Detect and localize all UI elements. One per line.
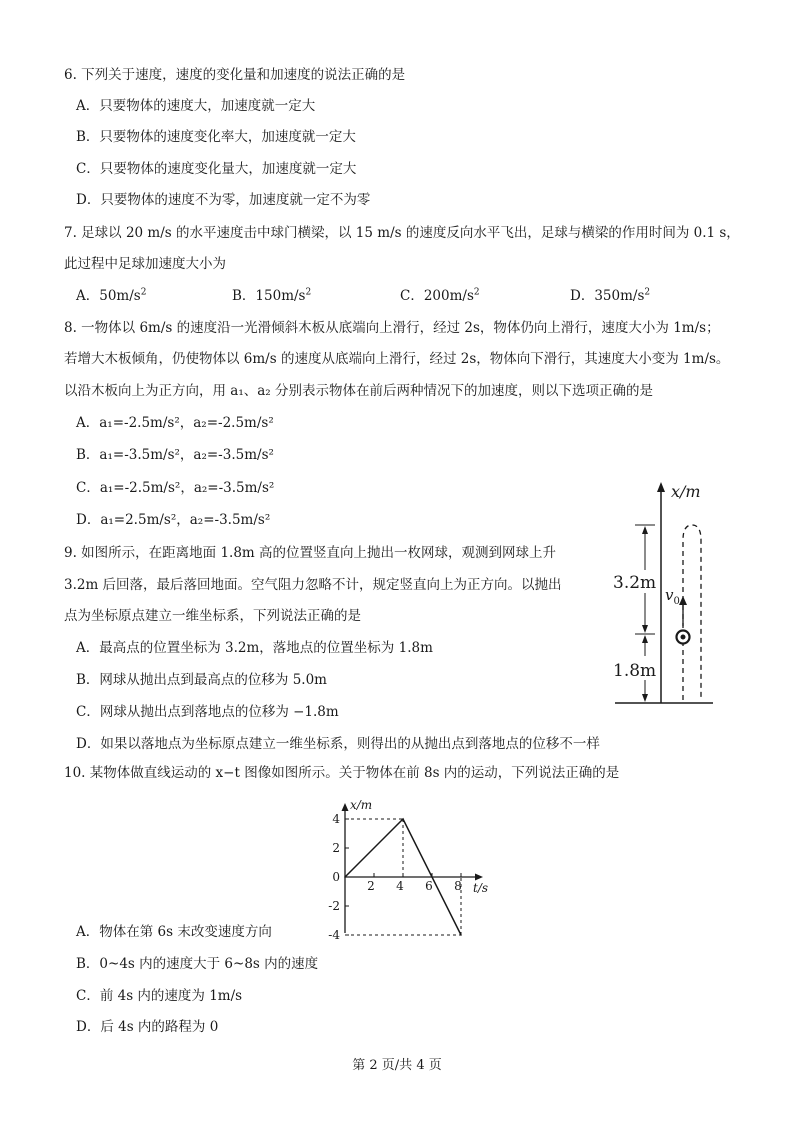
velocity-arrow-icon bbox=[679, 596, 687, 605]
x-axis-label: t/s bbox=[473, 881, 489, 895]
series-point bbox=[402, 818, 404, 820]
q7-stem-line2: 此过程中足球加速度大小为 bbox=[64, 256, 226, 272]
q9-option-a: A．最高点的位置坐标为 3.2m，落地点的位置坐标为 1.8m bbox=[76, 640, 433, 656]
q9-stem-line1: 9. 如图所示，在距离地面 1.8m 高的位置竖直向上抛出一枚网球，观测到网球上升 bbox=[64, 545, 557, 561]
q10-option-b: B．0~4s 内的速度大于 6~8s 内的速度 bbox=[76, 956, 319, 972]
q8-stem-line2: 若增大木板倾角，仍使物体以 6m/s 的速度从底端向上滑行，经过 2s，物体向下滑行，其速度大小变为 1m/s。 bbox=[64, 351, 730, 367]
q9-option-c: C．网球从抛出点到落地点的位移为 −1.8m bbox=[76, 704, 339, 720]
x-axis-arrow-icon bbox=[475, 874, 483, 881]
x-tick-label: 8 bbox=[454, 879, 462, 893]
y-tick-label: 2 bbox=[332, 841, 340, 855]
velocity-label: $v_0$ bbox=[665, 586, 680, 607]
y-tick-label: 4 bbox=[332, 812, 340, 826]
x-axis-arrow-icon bbox=[657, 482, 665, 492]
q10-stem: 10. 某物体做直线运动的 x−t 图像如图所示。关于物体在前 8s 内的运动，下列说法正确的是 bbox=[64, 765, 620, 781]
q9-stem-line2: 3.2m 后回落，最后落回地面。空气阻力忽略不计，规定竖直向上为正方向。以抛出 bbox=[64, 577, 562, 593]
series-point bbox=[460, 934, 462, 936]
page-footer: 第 2 页/共 4 页 bbox=[352, 1058, 442, 1073]
q6-option-b: B．只要物体的速度变化率大，加速度就一定大 bbox=[76, 129, 356, 145]
dim-lower-arrow-down-icon bbox=[642, 694, 648, 702]
dim-lower-label: 1.8m bbox=[613, 661, 657, 681]
dim-upper-arrow-down-icon bbox=[642, 625, 648, 633]
q7-stem-line1: 7. 足球以 20 m/s 的水平速度击中球门横梁，以 15 m/s 的速度反向水平飞出，足球与横梁的作用时间为 0.1 s， bbox=[64, 225, 740, 241]
q9-option-b: B．网球从抛出点到最高点的位移为 5.0m bbox=[76, 672, 327, 688]
tennis-ball-core bbox=[681, 635, 686, 640]
q8-option-a: A．a₁=-2.5m/s²，a₂=-2.5m/s² bbox=[76, 415, 274, 431]
y-tick-label: -2 bbox=[328, 899, 340, 913]
x-tick-label: 6 bbox=[425, 879, 433, 893]
q8-stem-line1: 8. 一物体以 6m/s 的速度沿一光滑倾斜木板从底端向上滑行，经过 2s，物体仍向上滑行，速度大小为 1m/s； bbox=[64, 320, 720, 336]
q8-option-d: D．a₁=2.5m/s²，a₂=-3.5m/s² bbox=[76, 512, 271, 528]
series-point bbox=[344, 876, 346, 878]
q9-figure bbox=[605, 478, 725, 710]
dim-upper-label: 3.2m bbox=[613, 573, 657, 593]
q10-xt-chart bbox=[318, 790, 518, 942]
q7-option-c: C．$200m/s^2$ bbox=[400, 287, 480, 304]
q9-stem-line3: 点为坐标原点建立一维坐标系，下列说法正确的是 bbox=[64, 608, 361, 624]
q7-option-b: B．$150m/s^2$ bbox=[232, 287, 312, 304]
x-tick-label: 4 bbox=[396, 879, 404, 893]
q8-stem-line3: 以沿木板向上为正方向，用 a₁、a₂ 分别表示物体在前后两种情况下的加速度，则以下选项正确的是 bbox=[64, 383, 654, 399]
y-tick-label: -4 bbox=[328, 928, 340, 942]
x-tick-label: 2 bbox=[367, 879, 375, 893]
q8-option-c: C．a₁=-2.5m/s²，a₂=-3.5m/s² bbox=[76, 480, 275, 496]
dim-upper-arrow-up-icon bbox=[642, 526, 648, 534]
q8-option-b: B．a₁=-3.5m/s²，a₂=-3.5m/s² bbox=[76, 447, 274, 463]
q6-option-d: D．只要物体的速度不为零，加速度就一定不为零 bbox=[76, 192, 371, 208]
q9-option-d: D．如果以落地点为坐标原点建立一维坐标系，则得出的从抛出点到落地点的位移不一样 bbox=[76, 736, 600, 752]
q10-option-a: A．物体在第 6s 末改变速度方向 bbox=[76, 924, 272, 940]
dim-lower-arrow-up-icon bbox=[642, 635, 648, 643]
y-tick-label: 0 bbox=[332, 870, 340, 884]
q10-option-d: D．后 4s 内的路程为 0 bbox=[76, 1019, 219, 1035]
q10-option-c: C．前 4s 内的速度为 1m/s bbox=[76, 988, 243, 1004]
trajectory-path bbox=[683, 525, 701, 700]
q7-option-a: A．$50m/s^2$ bbox=[76, 287, 147, 304]
y-axis-label: x/m bbox=[350, 798, 373, 812]
q6-option-c: C．只要物体的速度变化量大，加速度就一定大 bbox=[76, 161, 357, 177]
x-axis-label: x/m bbox=[671, 482, 701, 501]
q6-stem: 6. 下列关于速度，速度的变化量和加速度的说法正确的是 bbox=[64, 67, 406, 83]
y-axis-arrow-icon bbox=[342, 803, 349, 811]
q7-option-d: D．$350m/s^2$ bbox=[570, 287, 651, 304]
q6-option-a: A．只要物体的速度大，加速度就一定大 bbox=[76, 98, 316, 114]
